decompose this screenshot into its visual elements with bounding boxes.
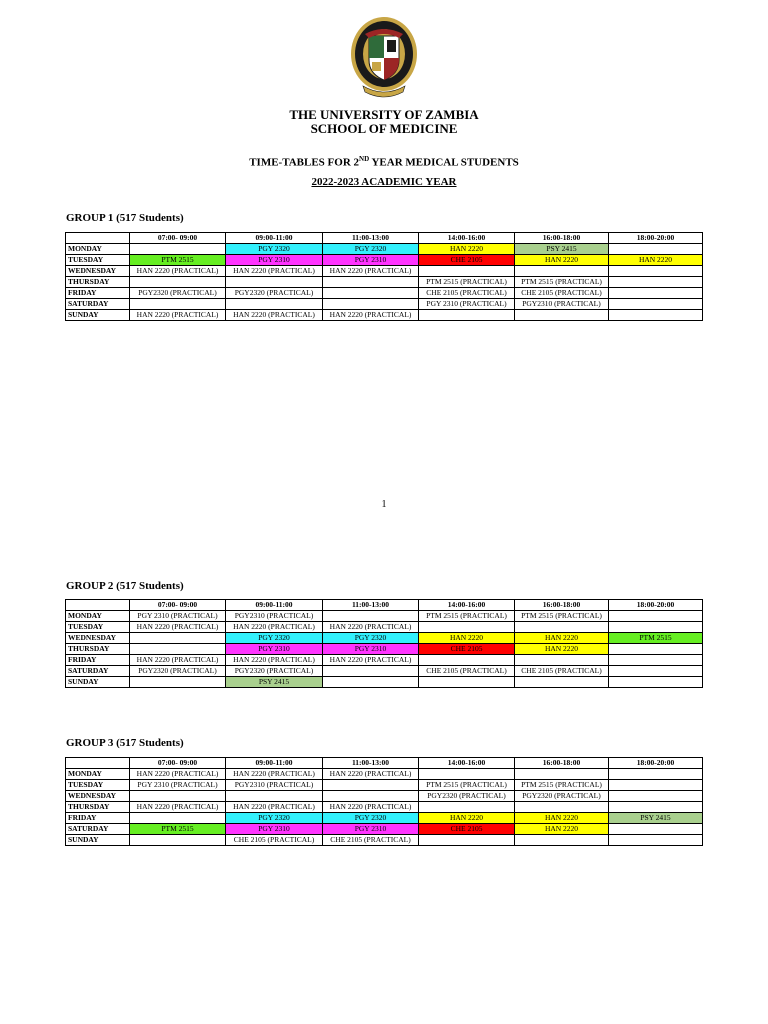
table-cell: HAN 2220 (PRACTICAL) [130, 310, 226, 321]
day-cell: SATURDAY [66, 666, 130, 677]
table-cell [609, 310, 703, 321]
table-cell: HAN 2220 (PRACTICAL) [226, 622, 323, 633]
day-cell: MONDAY [66, 611, 130, 622]
table-cell: PGY2310 (PRACTICAL) [515, 299, 609, 310]
table-cell: PTM 2515 (PRACTICAL) [515, 611, 609, 622]
table-cell: HAN 2220 [419, 633, 515, 644]
table-cell: PGY 2310 (PRACTICAL) [130, 780, 226, 791]
table-row [66, 677, 703, 688]
header-cell: 14:00-16:00 [419, 600, 515, 611]
table-cell [130, 644, 226, 655]
header-cell: 16:00-18:00 [515, 758, 609, 769]
table-cell [419, 677, 515, 688]
table-cell: PTM 2515 [130, 824, 226, 835]
table-cell: HAN 2220 [609, 255, 703, 266]
table-cell: HAN 2220 [419, 813, 515, 824]
table-cell: CHE 2105 (PRACTICAL) [419, 666, 515, 677]
table-cell: HAN 2220 (PRACTICAL) [130, 769, 226, 780]
table-cell [323, 288, 419, 299]
table-row [66, 824, 703, 835]
table-cell [323, 677, 419, 688]
table-cell: PGY 2310 [226, 644, 323, 655]
table-cell: PGY 2310 [323, 824, 419, 835]
header-cell [66, 600, 130, 611]
table-cell: HAN 2220 (PRACTICAL) [226, 310, 323, 321]
table-cell [130, 835, 226, 846]
table-cell: PTM 2515 (PRACTICAL) [419, 611, 515, 622]
university-seal [349, 14, 419, 100]
table-cell: PTM 2515 (PRACTICAL) [419, 780, 515, 791]
table-cell: PGY 2310 [226, 255, 323, 266]
subtitle-superscript: ND [359, 155, 370, 163]
table-cell [226, 277, 323, 288]
table-cell: HAN 2220 [515, 255, 609, 266]
table-row [66, 655, 703, 666]
table-row [66, 633, 703, 644]
table-cell [609, 288, 703, 299]
table-cell: PGY 2310 (PRACTICAL) [419, 299, 515, 310]
group-1-title: GROUP 1 (517 Students) [66, 212, 184, 224]
table-row [66, 299, 703, 310]
table-cell: PGY 2320 [323, 813, 419, 824]
table-cell: PTM 2515 [130, 255, 226, 266]
table-cell [609, 644, 703, 655]
header-cell: 11:00-13:00 [323, 233, 419, 244]
university-title [0, 108, 768, 136]
table-cell [130, 299, 226, 310]
table-row [66, 644, 703, 655]
day-cell: SATURDAY [66, 299, 130, 310]
group-2-timetable [65, 599, 703, 688]
header-cell: 11:00-13:00 [323, 600, 419, 611]
group-2-title: GROUP 2 (517 Students) [66, 580, 184, 592]
table-cell: CHE 2105 (PRACTICAL) [515, 666, 609, 677]
table-cell: HAN 2220 (PRACTICAL) [226, 802, 323, 813]
table-cell [609, 824, 703, 835]
table-cell [419, 310, 515, 321]
page-number: 1 [381, 499, 387, 510]
day-cell: FRIDAY [66, 655, 130, 666]
table-cell: HAN 2220 [515, 813, 609, 824]
table-cell: PGY2320 (PRACTICAL) [226, 666, 323, 677]
table-cell: PGY 2310 (PRACTICAL) [130, 611, 226, 622]
table-cell [419, 769, 515, 780]
academic-year: 2022-2023 ACADEMIC YEAR [311, 176, 457, 188]
table-row [66, 835, 703, 846]
day-cell: THURSDAY [66, 802, 130, 813]
table-cell: HAN 2220 (PRACTICAL) [226, 266, 323, 277]
table-cell [226, 791, 323, 802]
table-cell: PGY2320 (PRACTICAL) [515, 791, 609, 802]
table-header-row [66, 233, 703, 244]
table-cell [323, 611, 419, 622]
table-cell: HAN 2220 (PRACTICAL) [130, 655, 226, 666]
header-cell: 07:00- 09:00 [130, 600, 226, 611]
day-cell: MONDAY [66, 769, 130, 780]
header-cell: 09:00-11:00 [226, 233, 323, 244]
table-row [66, 266, 703, 277]
table-cell [609, 802, 703, 813]
header-cell: 16:00-18:00 [515, 233, 609, 244]
table-cell [419, 622, 515, 633]
table-cell [609, 244, 703, 255]
table-cell: PSY 2415 [515, 244, 609, 255]
table-header-row [66, 600, 703, 611]
table-row [66, 791, 703, 802]
day-cell: TUESDAY [66, 255, 130, 266]
header-cell: 18:00-20:00 [609, 233, 703, 244]
table-cell [609, 835, 703, 846]
table-cell: HAN 2220 (PRACTICAL) [323, 310, 419, 321]
day-cell: WEDNESDAY [66, 266, 130, 277]
header-cell: 11:00-13:00 [323, 758, 419, 769]
subtitle-text: TIME-TABLES FOR 2 [249, 156, 360, 169]
header-cell: 18:00-20:00 [609, 758, 703, 769]
university-name: THE UNIVERSITY OF ZAMBIA [289, 107, 479, 122]
table-cell: HAN 2220 (PRACTICAL) [130, 802, 226, 813]
table-cell [419, 655, 515, 666]
table-cell: CHE 2105 (PRACTICAL) [323, 835, 419, 846]
table-row [66, 769, 703, 780]
header-cell: 07:00- 09:00 [130, 758, 226, 769]
table-cell: PGY 2320 [323, 633, 419, 644]
table-row [66, 277, 703, 288]
table-cell: PGY 2310 [226, 824, 323, 835]
header-cell: 09:00-11:00 [226, 600, 323, 611]
table-cell: CHE 2105 (PRACTICAL) [419, 288, 515, 299]
table-cell: CHE 2105 [419, 644, 515, 655]
table-cell: HAN 2220 (PRACTICAL) [226, 655, 323, 666]
table-cell [609, 622, 703, 633]
table-header-row [66, 758, 703, 769]
table-cell [323, 277, 419, 288]
table-cell [419, 266, 515, 277]
table-cell: HAN 2220 [515, 824, 609, 835]
table-row [66, 802, 703, 813]
table-cell: PGY 2310 [323, 644, 419, 655]
day-cell: TUESDAY [66, 780, 130, 791]
table-cell: PGY 2310 [323, 255, 419, 266]
header-cell: 09:00-11:00 [226, 758, 323, 769]
table-row [66, 310, 703, 321]
table-cell [130, 633, 226, 644]
table-cell [130, 813, 226, 824]
table-cell: PGY 2320 [226, 633, 323, 644]
group-3-timetable [65, 757, 703, 846]
table-cell: PGY2320 (PRACTICAL) [130, 288, 226, 299]
table-cell: HAN 2220 [419, 244, 515, 255]
table-row [66, 611, 703, 622]
school-name: SCHOOL OF MEDICINE [310, 121, 458, 136]
table-cell: PTM 2515 (PRACTICAL) [515, 277, 609, 288]
table-cell [130, 244, 226, 255]
table-cell [515, 769, 609, 780]
table-cell: PGY2320 (PRACTICAL) [419, 791, 515, 802]
table-cell [609, 299, 703, 310]
group-3-title: GROUP 3 (517 Students) [66, 737, 184, 749]
table-cell: CHE 2105 (PRACTICAL) [226, 835, 323, 846]
table-cell [609, 266, 703, 277]
table-row [66, 288, 703, 299]
table-row [66, 622, 703, 633]
day-cell: THURSDAY [66, 644, 130, 655]
table-cell [226, 299, 323, 310]
table-cell: PGY 2320 [323, 244, 419, 255]
table-cell [419, 835, 515, 846]
header-cell: 16:00-18:00 [515, 600, 609, 611]
table-cell [515, 677, 609, 688]
header-cell [66, 233, 130, 244]
day-cell: MONDAY [66, 244, 130, 255]
table-cell [609, 655, 703, 666]
table-cell [515, 622, 609, 633]
table-row [66, 666, 703, 677]
table-cell [323, 780, 419, 791]
table-cell: PTM 2515 (PRACTICAL) [419, 277, 515, 288]
table-cell [609, 277, 703, 288]
table-cell [609, 611, 703, 622]
subtitle-text-rest: YEAR MEDICAL STUDENTS [369, 156, 519, 169]
table-cell: HAN 2220 (PRACTICAL) [323, 622, 419, 633]
table-cell [323, 791, 419, 802]
day-cell: FRIDAY [66, 813, 130, 824]
table-cell [515, 310, 609, 321]
table-cell: HAN 2220 (PRACTICAL) [323, 266, 419, 277]
table-cell: PGY 2320 [226, 813, 323, 824]
table-cell: HAN 2220 (PRACTICAL) [130, 266, 226, 277]
day-cell: WEDNESDAY [66, 633, 130, 644]
table-cell [515, 802, 609, 813]
day-cell: SATURDAY [66, 824, 130, 835]
table-cell [130, 677, 226, 688]
table-cell: PGY2310 (PRACTICAL) [226, 611, 323, 622]
table-cell: HAN 2220 (PRACTICAL) [130, 622, 226, 633]
header-cell: 18:00-20:00 [609, 600, 703, 611]
day-cell: SUNDAY [66, 835, 130, 846]
day-cell: SUNDAY [66, 310, 130, 321]
table-cell: CHE 2105 [419, 255, 515, 266]
table-cell [515, 266, 609, 277]
table-cell: PGY2310 (PRACTICAL) [226, 780, 323, 791]
table-cell: HAN 2220 (PRACTICAL) [323, 655, 419, 666]
header-cell: 07:00- 09:00 [130, 233, 226, 244]
day-cell: SUNDAY [66, 677, 130, 688]
table-cell: PTM 2515 [609, 633, 703, 644]
table-cell: HAN 2220 [515, 644, 609, 655]
table-cell [419, 802, 515, 813]
table-cell: PGY 2320 [226, 244, 323, 255]
table-cell: CHE 2105 [419, 824, 515, 835]
table-row [66, 255, 703, 266]
table-cell [515, 655, 609, 666]
table-cell: HAN 2220 [515, 633, 609, 644]
table-cell [323, 666, 419, 677]
header-cell [66, 758, 130, 769]
day-cell: WEDNESDAY [66, 791, 130, 802]
table-cell: PGY2320 (PRACTICAL) [226, 288, 323, 299]
table-cell: PGY2320 (PRACTICAL) [130, 666, 226, 677]
table-cell: CHE 2105 (PRACTICAL) [515, 288, 609, 299]
table-cell [609, 677, 703, 688]
table-cell [323, 299, 419, 310]
table-cell [609, 769, 703, 780]
header-cell: 14:00-16:00 [419, 233, 515, 244]
day-cell: THURSDAY [66, 277, 130, 288]
table-cell: PSY 2415 [226, 677, 323, 688]
table-cell: HAN 2220 (PRACTICAL) [323, 802, 419, 813]
table-row [66, 244, 703, 255]
table-cell [609, 666, 703, 677]
table-cell: PSY 2415 [609, 813, 703, 824]
table-cell: HAN 2220 (PRACTICAL) [323, 769, 419, 780]
day-cell: TUESDAY [66, 622, 130, 633]
table-cell [609, 780, 703, 791]
group-1-timetable [65, 232, 703, 321]
day-cell: FRIDAY [66, 288, 130, 299]
table-row [66, 813, 703, 824]
table-row [66, 780, 703, 791]
table-cell: HAN 2220 (PRACTICAL) [226, 769, 323, 780]
table-cell: PTM 2515 (PRACTICAL) [515, 780, 609, 791]
header-cell: 14:00-16:00 [419, 758, 515, 769]
table-cell [515, 835, 609, 846]
table-cell [609, 791, 703, 802]
table-cell [130, 277, 226, 288]
document-subtitle [0, 155, 768, 169]
table-cell [130, 791, 226, 802]
